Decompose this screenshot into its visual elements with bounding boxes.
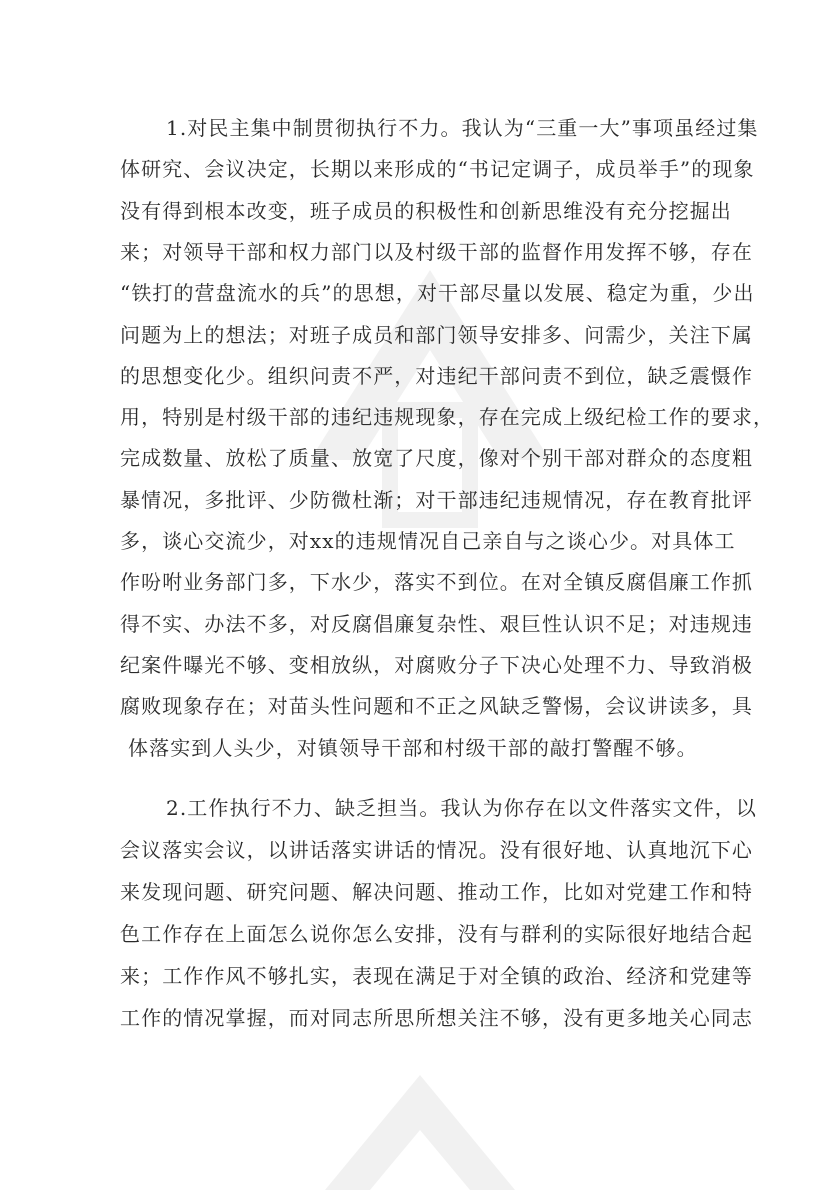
text-line: 色工作存在上面怎么说你怎么安排，没有与群利的实际很好地结合起 [120, 922, 753, 946]
text-line: 得不实、办法不多，对反腐倡廉复杂性、艰巨性认识不足；对违规违 [120, 611, 753, 636]
text-line: 完成数量、放松了质量、放宽了尺度，像对个别干部对群众的态度粗 [120, 446, 753, 471]
text-line: 会议落实会议，以讲话落实讲话的情况。没有很好地、认真地沉下心 [120, 838, 753, 862]
watermark-logo-icon [320, 1070, 520, 1190]
text-line: “铁打的营盘流水的兵”的思想，对干部尽量以发展、稳定为重，少出 [120, 281, 755, 306]
text-line: 没有得到根本改变，班子成员的积极性和创新思维没有充分挖掘出 [120, 198, 732, 223]
text-line: 体研究、会议决定，长期以来形成的“书记定调子，成员举手”的现象 [120, 157, 755, 182]
text-line: 来；对领导干部和权力部门以及村级干部的监督作用发挥不够，存在 [120, 239, 753, 264]
text-line: 体落实到人头少，对镇领导干部和村级干部的敲打警醒不够。 [128, 735, 698, 760]
text-line: 工作的情况掌握，而对同志所思所想关注不够，没有更多地关心同志 [120, 1006, 753, 1030]
text-line: 问题为上的想法；对班子成员和部门领导安排多、问需少，关注下属 [120, 322, 753, 347]
text-line: 2.工作执行不力、缺乏担当。我认为你存在以文件落实文件，以 [166, 796, 757, 820]
text-line: 腐败现象存在；对苗头性问题和不正之风缺乏警惕，会议讲读多，具 [120, 694, 753, 719]
text-line: 来；工作作风不够扎实，表现在满足于对全镇的政治、经济和党建等 [120, 964, 753, 988]
text-line: 暴情况，多批评、少防微杜渐；对干部违纪违规情况，存在教育批评 [120, 487, 753, 512]
text-line: 1.对民主集中制贯彻执行不力。我认为“三重一大”事项虽经过集 [166, 116, 759, 140]
text-line: 作吩咐业务部门多，下水少，落实不到位。在对全镇反腐倡廉工作抓 [120, 570, 753, 595]
text-line: 多，谈心交流少，对xx的违规情况自己亲自与之谈心少。对具体工 [120, 529, 736, 553]
text-line: 纪案件曝光不够、变相放纵，对腐败分子下决心处理不力、导致消极 [120, 652, 753, 677]
text-line: 的思想变化少。组织问责不严，对违纪干部问责不到位，缺乏震慑作 [120, 363, 753, 388]
text-line: 来发现问题、研究问题、解决问题、推动工作，比如对党建工作和特 [120, 880, 753, 904]
text-line: 用，特别是村级干部的违纪违规现象，存在完成上级纪检工作的要求， [120, 405, 775, 430]
